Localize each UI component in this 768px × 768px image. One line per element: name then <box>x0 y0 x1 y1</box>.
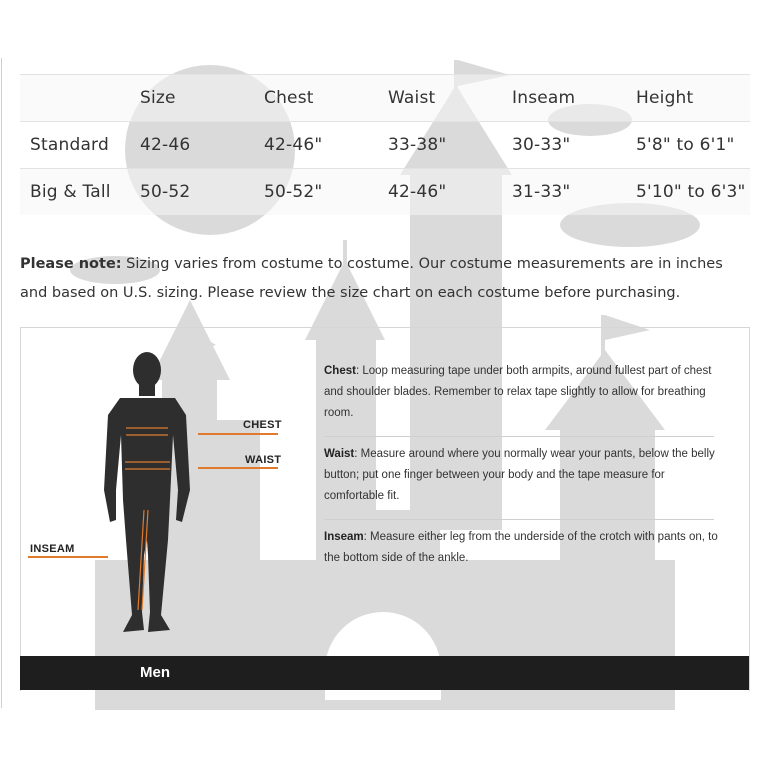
chest-pointer-line <box>198 433 278 435</box>
size-chart-table <box>20 74 750 215</box>
inseam-description <box>324 527 724 569</box>
cell-height: 5'10" to 6'3" <box>636 182 746 202</box>
chest-description <box>324 361 724 424</box>
divider <box>324 519 714 520</box>
chest-label: CHEST <box>243 419 282 431</box>
cell-waist: 33-38" <box>388 135 447 155</box>
frame-edge <box>1 58 2 708</box>
divider <box>324 436 714 437</box>
men-label: Men <box>140 664 170 681</box>
table-row <box>20 122 750 169</box>
waist-text: : Measure around where you normally wear your pants, below the belly button; put one finger between your body and the tape measure for comfortable fit. <box>324 448 715 502</box>
header-chest: Chest <box>264 88 314 108</box>
header-blank <box>20 75 130 122</box>
chest-text: : Loop measuring tape under both armpits, around fullest part of chest and shoulder blades. Remember to relax tape slightly to allow for breathing room. <box>324 365 712 419</box>
cell-waist: 42-46" <box>388 182 447 202</box>
body-silhouette-figure <box>20 340 220 650</box>
note-label: Please note: <box>20 256 122 272</box>
cell-size: 42-46 <box>140 135 191 155</box>
waist-description <box>324 444 724 507</box>
table-row <box>20 169 750 216</box>
inseam-pointer-line <box>28 556 108 558</box>
waist-label: WAIST <box>245 454 282 466</box>
inseam-label: INSEAM <box>30 543 75 555</box>
cell-chest: 42-46" <box>264 135 323 155</box>
gender-footer-bar <box>20 656 749 690</box>
header-waist: Waist <box>388 88 436 108</box>
inseam-term: Inseam <box>324 531 364 543</box>
note-text: Sizing varies from costume to costume. Our costume measurements are in inches and based on U.S. sizing. Please review the size chart on each costume before purchasing. <box>20 256 723 301</box>
waist-term: Waist <box>324 448 355 460</box>
row-label: Standard <box>30 135 109 155</box>
inseam-text: : Measure either leg from the underside of the crotch with pants on, to the bottom side of the ankle. <box>324 531 718 564</box>
table-header-row <box>20 75 750 122</box>
sizing-note <box>20 250 750 308</box>
header-height: Height <box>636 88 694 108</box>
row-label: Big & Tall <box>30 182 111 202</box>
cell-chest: 50-52" <box>264 182 323 202</box>
cell-size: 50-52 <box>140 182 191 202</box>
cell-height: 5'8" to 6'1" <box>636 135 735 155</box>
waist-pointer-line <box>198 467 278 469</box>
chest-term: Chest <box>324 365 356 377</box>
header-inseam: Inseam <box>512 88 576 108</box>
cell-inseam: 31-33" <box>512 182 571 202</box>
cell-inseam: 30-33" <box>512 135 571 155</box>
header-size: Size <box>140 88 176 108</box>
